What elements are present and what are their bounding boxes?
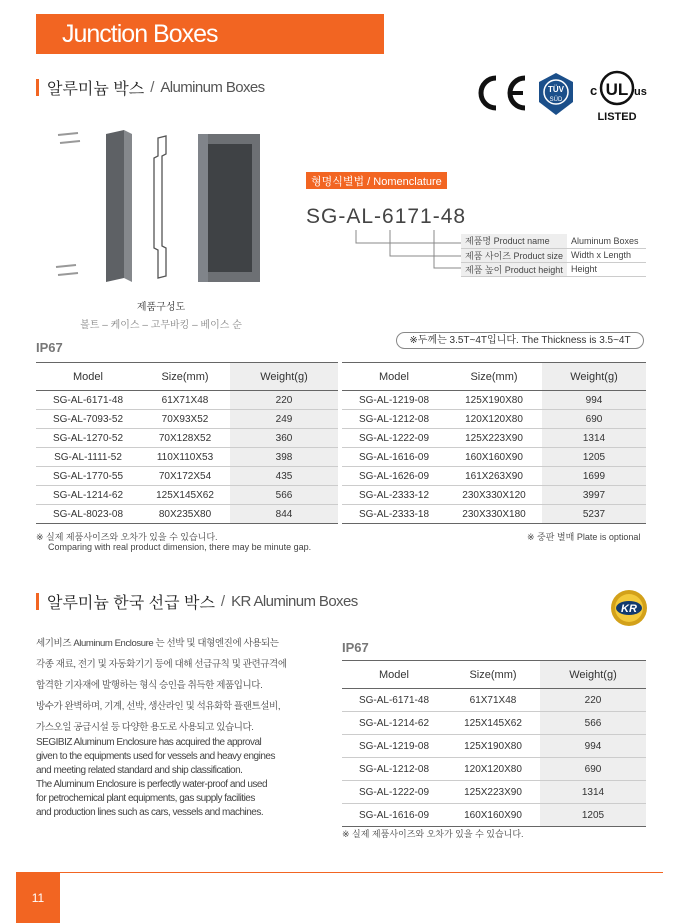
table-row [36,505,646,524]
ip67-label: IP67 [342,640,369,655]
cell-weight: 566 [540,712,646,735]
cell-weight: 844 [230,505,338,524]
table-header-row [342,661,646,689]
table-row [342,712,646,735]
cell-model: SG-AL-1111-52 [36,448,140,467]
tuv-text: TÜV [548,85,564,94]
footer-line [16,872,663,873]
cell-weight: 690 [540,758,646,781]
cell-weight: 566 [230,486,338,505]
table-row [36,429,646,448]
description-ko-line: 각종 재료, 전기 및 자동화기기 등에 대해 선급규칙 및 관련규격에 [36,659,287,670]
cell-size: 61X71X48 [140,391,230,410]
description-en [36,736,311,820]
cell-weight: 398 [230,448,338,467]
cell-size: 161X263X90 [446,467,542,486]
table-row [342,689,646,712]
description-en-line: The Aluminum Enclosure is perfectly water-proof and used [36,779,268,790]
header-weight: Weight(g) [540,661,646,689]
section-kr-boxes-heading [36,590,358,613]
cell-weight: 690 [542,410,646,429]
cell-weight: 1205 [542,448,646,467]
cell-size: 80X235X80 [140,505,230,524]
cell-weight: 1205 [540,804,646,827]
cell-size: 125X190X80 [446,391,542,410]
table-row [36,448,646,467]
cell-size: 125X190X80 [446,735,540,758]
table-row [36,467,646,486]
cell-model: SG-AL-1212-08 [342,758,446,781]
description-ko-line: 합격한 기자재에 발행하는 형식 승인을 취득한 제품입니다. [36,680,263,691]
header-weight: Weight(g) [542,363,646,391]
table-row [342,804,646,827]
cell-model: SG-AL-6171-48 [36,391,140,410]
header-banner [36,14,384,54]
bolts-icon [56,133,80,275]
description-en-line: and meeting related standard and ship classification. [36,765,243,776]
cell-weight: 220 [540,689,646,712]
description-ko-line: 방수가 완벽하며, 기계, 선박, 생산라인 및 석유화학 플랜트설비, [36,701,281,712]
table-row [36,486,646,505]
nomenclature-row [461,262,646,276]
nomenclature-key: 제품명 Product name [461,234,567,248]
section-separator: / [150,79,155,96]
nomenclature-key: 제품 높이 Product height [461,262,567,276]
nomenclature-tag: 형명식별법 / Nomenclature [306,172,447,189]
nomenclature-value: Aluminum Boxes [567,234,646,248]
section-bar [36,593,39,610]
nomenclature-key: 제품 사이즈 Product size [461,248,567,262]
cell-size: 125X145X62 [140,486,230,505]
section-separator: / [220,593,226,610]
page-number: 11 [16,873,60,923]
cell-model: SG-AL-2333-12 [342,486,446,505]
cell-size: 125X223X90 [446,781,540,804]
cell-model: SG-AL-1212-08 [342,410,446,429]
table-row [342,735,646,758]
nomenclature-code: SG-AL-6171-48 [306,205,467,228]
cell-model: SG-AL-2333-18 [342,505,446,524]
ul-us-text: us [634,86,647,98]
kr-text: KR [621,603,637,615]
cell-weight: 360 [230,429,338,448]
cell-model: SG-AL-1222-09 [342,429,446,448]
cell-model: SG-AL-1616-09 [342,448,446,467]
section-aluminum-boxes-heading [36,76,265,99]
cell-model: SG-AL-1770-55 [36,467,140,486]
cell-size: 70X128X52 [140,429,230,448]
tuv-sud-icon [536,72,576,116]
nomenclature-value: Width x Length [567,248,646,262]
cell-size: 110X110X53 [140,448,230,467]
ce-mark-icon [474,72,530,114]
cell-weight: 220 [230,391,338,410]
header-model: Model [342,661,446,689]
cell-model: SG-AL-6171-48 [342,689,446,712]
banner-title: Junction Boxes [62,20,218,48]
plate-note: ※ 중판 별매 Plate is optional [527,532,641,542]
cell-size: 125X145X62 [446,712,540,735]
header-model: Model [342,363,446,391]
cell-weight: 1314 [542,429,646,448]
dimension-note-en: Comparing with real product dimension, there may be minute gap. [48,542,312,552]
cell-weight: 994 [540,735,646,758]
table-header-row [36,363,646,391]
description-ko-line: 가스오일 공급시설 등 다양한 용도로 사용되고 있습니다. [36,722,254,733]
cell-model: SG-AL-1222-09 [342,781,446,804]
description-en-line: and production lines such as cars, vessels and machines. [36,807,264,818]
kr-class-icon [610,589,648,627]
cell-size: 125X223X90 [446,429,542,448]
dimension-note-ko: ※ 실제 제품사이즈와 오차가 있을 수 있습니다. [342,829,524,839]
aluminum-box-spec-table [36,362,646,524]
header-size: Size(mm) [446,661,540,689]
section-title-en: KR Aluminum Boxes [231,593,358,610]
case-icon [106,130,132,282]
description-en-line: for petrochemical plant equipments, gas supply facilities [36,793,255,804]
header-size: Size(mm) [446,363,542,391]
parts-caption [36,298,286,331]
header-weight: Weight(g) [230,363,338,391]
section-title-ko: 알루미늄 박스 [47,81,145,98]
kr-box-spec-table [342,660,646,827]
description-en-line: SEGIBIZ Aluminum Enclosure has acquired the approval [36,737,262,748]
cell-weight: 5237 [542,505,646,524]
dimension-note-ko: ※ 실제 제품사이즈와 오차가 있을 수 있습니다. [36,532,218,542]
header-model: Model [36,363,140,391]
cell-model: SG-AL-1626-09 [342,467,446,486]
cell-model: SG-AL-1219-08 [342,735,446,758]
sud-text: SÜD [549,97,563,103]
cell-model: SG-AL-1616-09 [342,804,446,827]
cell-size: 160X160X90 [446,448,542,467]
parts-caption-title: 제품구성도 [136,302,186,313]
nomenclature-row [461,248,646,262]
nomenclature-value: Height [567,262,646,276]
rubber-gasket-icon [154,136,166,278]
ul-c-text: c [590,83,598,98]
cell-model: SG-AL-1214-62 [36,486,140,505]
table-row [36,410,646,429]
cell-size: 120X120X80 [446,758,540,781]
cell-weight: 994 [542,391,646,410]
cell-model: SG-AL-1270-52 [36,429,140,448]
parts-caption-sequence: 볼트 – 케이스 – 고무바킹 – 베이스 순 [80,320,242,331]
nomenclature-connector-lines [340,230,465,270]
cell-size: 160X160X90 [446,804,540,827]
table-row [342,758,646,781]
cell-weight: 1314 [540,781,646,804]
cell-size: 120X120X80 [446,410,542,429]
section-title-ko: 알루미늄 한국 선급 박스 [47,595,215,612]
description-en-line: given to the equipments used for vessels and heavy engines [36,751,275,762]
section-bar [36,79,39,96]
cell-weight: 3997 [542,486,646,505]
header-size: Size(mm) [140,363,230,391]
section-title-en: Aluminum Boxes [160,79,265,96]
cell-model: SG-AL-1214-62 [342,712,446,735]
ip67-label: IP67 [36,340,63,355]
thickness-note: ※두께는 3.5T~4T입니다. The Thickness is 3.5~4T [396,332,644,349]
nomenclature-row [461,234,646,248]
description-ko-line: 세기비즈 Aluminum Enclosure 는 선박 및 대형엔진에 사용되는 [36,638,279,649]
ul-listed-icon [584,66,650,124]
cell-size: 61X71X48 [446,689,540,712]
description-ko [36,633,306,738]
cell-weight: 249 [230,410,338,429]
cell-size: 70X93X52 [140,410,230,429]
table-row [342,781,646,804]
nomenclature-table [461,234,646,277]
cell-model: SG-AL-1219-08 [342,391,446,410]
cell-weight: 435 [230,467,338,486]
cell-model: SG-AL-7093-52 [36,410,140,429]
cell-size: 70X172X54 [140,467,230,486]
cell-weight: 1699 [542,467,646,486]
cell-model: SG-AL-8023-08 [36,505,140,524]
cell-size: 230X330X180 [446,505,542,524]
product-exploded-view [54,126,274,296]
cell-size: 230X330X120 [446,486,542,505]
ul-listed-text: LISTED [597,111,637,123]
base-icon [198,134,260,282]
ul-text: UL [605,80,629,99]
table-row [36,391,646,410]
